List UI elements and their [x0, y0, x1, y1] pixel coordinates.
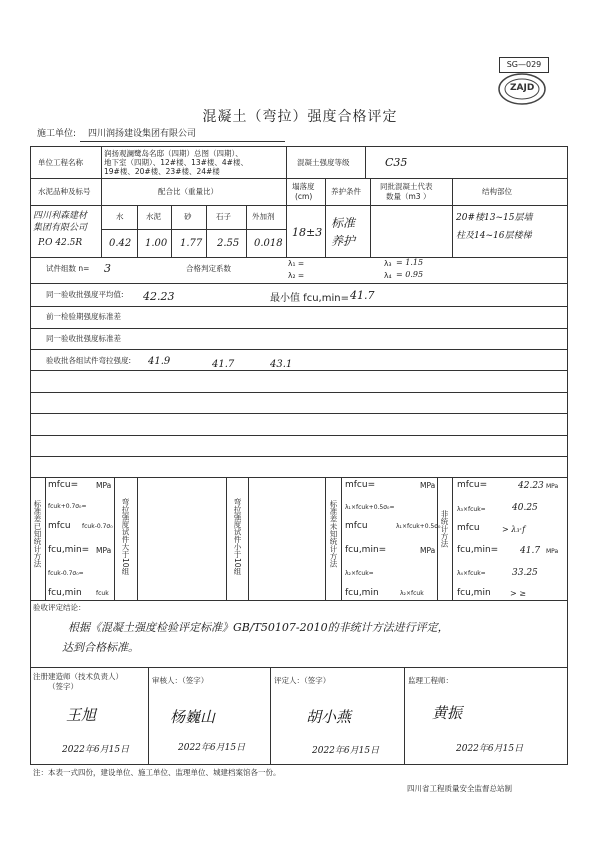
group-count-value: 3 — [104, 262, 111, 275]
vline — [365, 146, 366, 178]
group-count-label: 试件组数 n= — [46, 264, 90, 273]
col5-vertical-label: 非统计方法 — [440, 510, 449, 548]
stone-label: 石子 — [216, 212, 231, 221]
hline — [30, 328, 568, 329]
col3-vertical-label: 弯拉强度试件小于10组 — [233, 498, 242, 576]
vline — [45, 477, 46, 600]
date-supervisor: 2022年6月15日 — [456, 744, 524, 754]
c5-l4-value: 33.25 — [512, 568, 538, 578]
lambda3-value: = 1.15 — [396, 258, 424, 267]
c1-mfcu: mfcu= — [48, 480, 79, 490]
vline — [137, 205, 138, 257]
col1-vertical-label: 标准差已知统计方法 — [33, 500, 42, 568]
hline — [101, 229, 286, 230]
c4-l1: λ₁×fcuk+0.5σ₀= — [345, 504, 395, 511]
vline — [248, 477, 249, 600]
prev-std-label: 前一检验期强度标准差 — [46, 312, 121, 321]
project-line2: 地下室（四期）、12#楼、13#楼、4#楼、 — [104, 158, 248, 167]
avg-value: 42.23 — [143, 290, 175, 303]
c1-mfcu2: mfcu — [48, 521, 71, 531]
vline — [171, 205, 172, 257]
project-label: 单位工程名称 — [38, 158, 83, 167]
value-3: 43.1 — [270, 359, 293, 370]
avg-label: 同一验收批强度平均值: — [46, 290, 124, 299]
lambda3-label: λ₃ — [384, 259, 392, 268]
c4-fcumin: fcu,min= — [345, 545, 387, 555]
logo-text: ZAJD — [510, 83, 535, 93]
construction-unit-label: 施工单位: — [37, 129, 77, 139]
vline — [101, 146, 102, 257]
signature-supervisor: 黄振 — [432, 704, 463, 722]
c5-fmin-value: 41.7 — [520, 546, 541, 556]
assessor-label: 评定人：（签字） — [274, 676, 331, 685]
c4-mpa2: MPa — [420, 546, 436, 555]
vline — [452, 178, 453, 257]
grade-value: C35 — [385, 156, 408, 169]
c5-mfcu2: mfcu — [457, 523, 480, 533]
c1-f4: fcuk — [96, 590, 109, 597]
reviewer-label: 审核人：（签字） — [152, 676, 209, 685]
lambda4-label: λ₄ — [384, 271, 392, 280]
hline — [30, 205, 568, 206]
hline — [30, 283, 568, 284]
date-assessor: 2022年6月15日 — [312, 746, 380, 756]
hline — [30, 435, 568, 436]
signature-reviewer: 杨巍山 — [170, 708, 216, 726]
hline — [30, 392, 568, 393]
form-code-box — [499, 57, 549, 73]
same-std-label: 同一验收批强度标准差 — [46, 334, 121, 343]
c5-cmp1: > λ₃·f — [502, 525, 526, 534]
c5-mfcu: mfcu= — [457, 480, 488, 490]
c4-mfcu: mfcu= — [345, 480, 376, 490]
water-label: 水 — [116, 212, 124, 221]
cement-type-label: 水泥品种及标号 — [38, 187, 91, 196]
grade-label: 混凝土强度等级 — [297, 158, 350, 167]
lambda1-label: λ₁ = — [288, 259, 305, 268]
batch-label2: 数量（m3 ） — [386, 192, 431, 201]
vline — [341, 477, 342, 600]
construction-unit: 四川润扬建设集团有限公司 — [88, 129, 197, 139]
sand-value: 1.77 — [180, 238, 203, 249]
c5-fcumin: fcu,min= — [457, 545, 499, 555]
form-code: SG—029 — [506, 60, 542, 69]
c5-fcumin2: fcu,min — [457, 588, 491, 598]
vline — [437, 477, 438, 600]
slump-label: 塌落度 — [292, 182, 315, 191]
c5-mpa2: MPa — [546, 548, 559, 555]
slump-unit: (cm) — [295, 192, 313, 201]
c4-mfcu2: mfcu — [345, 521, 368, 531]
hline — [30, 477, 568, 478]
hline — [30, 178, 568, 179]
vline — [148, 667, 149, 765]
zajd-logo — [497, 72, 547, 106]
col4-vertical-label: 标准差未知统计方法 — [329, 500, 338, 568]
curing-value1: 标准 — [331, 216, 356, 230]
vline — [404, 667, 405, 765]
min-label: 最小值 fcu,min= — [270, 293, 349, 304]
c5-r1: λ₃×fcuk= — [457, 506, 486, 513]
c4-l4: λ₂×fcuk — [400, 590, 424, 597]
conclusion-text1: 根据《混凝土强度检验评定标准》GB/T50107-2010的非统计方法进行评定， — [68, 621, 449, 634]
sand-label: 砂 — [184, 212, 192, 221]
hline — [30, 667, 568, 668]
footer-org: 四川省工程质量安全监督总站制 — [407, 784, 512, 793]
c5-mpa1: MPa — [546, 483, 559, 490]
signature-assessor: 胡小燕 — [306, 708, 352, 726]
vline — [137, 477, 138, 600]
c1-fcumin2: fcu,min — [48, 588, 82, 598]
c5-cmp2: > ≥ — [510, 589, 526, 598]
c4-l3: λ₂×fcuk= — [345, 570, 374, 577]
footer-note: 注：本表一式四份，建设单位、施工单位、监理单位、城建档案馆各一份。 — [33, 768, 281, 777]
c5-l3-value: 40.25 — [512, 503, 538, 513]
col2-vertical-label: 弯拉强度试件大于10组 — [121, 498, 130, 576]
vline — [325, 477, 326, 600]
slump-value: 18±3 — [292, 226, 323, 239]
curing-value2: 养护 — [331, 234, 356, 248]
c5-r2: λ₄×fcuk= — [457, 570, 486, 577]
vline — [286, 146, 287, 257]
page-title: 混凝土（弯拉）强度合格评定 — [202, 109, 398, 125]
engineer-label2: （签字） — [48, 682, 78, 691]
min-value: 41.7 — [350, 289, 375, 302]
cement-company-line2: 集团有限公司 — [33, 223, 88, 233]
c4-mpa1: MPa — [420, 481, 436, 490]
structure-label: 结构部位 — [482, 187, 512, 196]
water-value: 0.42 — [109, 238, 132, 249]
c1-f1: fcuk+0.7σ₀= — [48, 503, 87, 510]
conclusion-text2: 达到合格标准。 — [62, 641, 139, 654]
cement-company-line1: 四川利森建材 — [33, 211, 88, 221]
cement-grade: P.O 42.5R — [38, 238, 83, 248]
c4-l2: λ₁×fcuk+0.5σ₀ — [396, 523, 441, 530]
stone-value: 2.55 — [217, 238, 240, 249]
additive-value: 0.018 — [254, 238, 283, 249]
project-line1: 润扬观澜鹭岛名邸（四期）总图（四期）、 — [104, 149, 243, 158]
lambda2-label: λ₂ = — [288, 271, 305, 280]
hline — [30, 370, 568, 371]
hline — [30, 257, 568, 258]
vline — [246, 205, 247, 257]
c4-fcumin2: fcu,min — [345, 588, 379, 598]
cement-value: 1.00 — [145, 238, 168, 249]
structure-value2: 柱及14~16层楼梯 — [456, 231, 532, 241]
signature-engineer: 王旭 — [66, 706, 97, 724]
vline — [270, 667, 271, 765]
hline — [30, 306, 568, 307]
vline — [206, 205, 207, 257]
date-engineer: 2022年6月15日 — [62, 745, 130, 755]
vline — [452, 477, 453, 600]
c1-fcumin: fcu,min= — [48, 545, 90, 555]
c5-mfcu-value: 42.23 — [518, 481, 544, 491]
value-1: 41.9 — [148, 356, 171, 367]
c1-f3: fcuk-0.7σ₀= — [48, 570, 84, 577]
vline — [114, 477, 115, 600]
lambda4-value: = 0.95 — [396, 270, 424, 279]
c1-mpa1: MPa — [96, 481, 112, 490]
structure-value1: 20#楼13~15层墙 — [456, 213, 533, 223]
c1-mpa2: MPa — [96, 546, 112, 555]
engineer-label1: 注册建造师（技术负责人） — [33, 672, 123, 681]
batch-label: 同批混凝土代表 — [380, 182, 433, 191]
project-line3: 19#楼、20#楼、23#楼、24#楼 — [104, 167, 220, 176]
hline — [30, 600, 568, 601]
hline — [30, 413, 568, 414]
supervisor-label: 监理工程师： — [408, 676, 453, 685]
mix-ratio-label: 配合比（重量比） — [158, 187, 218, 196]
value-2: 41.7 — [212, 359, 235, 370]
vline — [226, 477, 227, 600]
vline — [370, 178, 371, 257]
values-label: 验收批各组试件弯拉强度: — [46, 356, 132, 365]
additive-label: 外加剂 — [252, 212, 275, 221]
hline — [30, 349, 568, 350]
coef-label: 合格判定系数 — [186, 264, 231, 273]
date-reviewer: 2022年6月15日 — [178, 743, 246, 753]
cement-label: 水泥 — [146, 212, 161, 221]
curing-label: 养护条件 — [331, 187, 361, 196]
hline — [30, 456, 568, 457]
unit-underline — [80, 141, 285, 142]
c1-f2: fcuk-0.7σ₀ — [82, 523, 113, 530]
conclusion-label: 验收评定结论： — [33, 603, 86, 612]
vline — [325, 178, 326, 257]
